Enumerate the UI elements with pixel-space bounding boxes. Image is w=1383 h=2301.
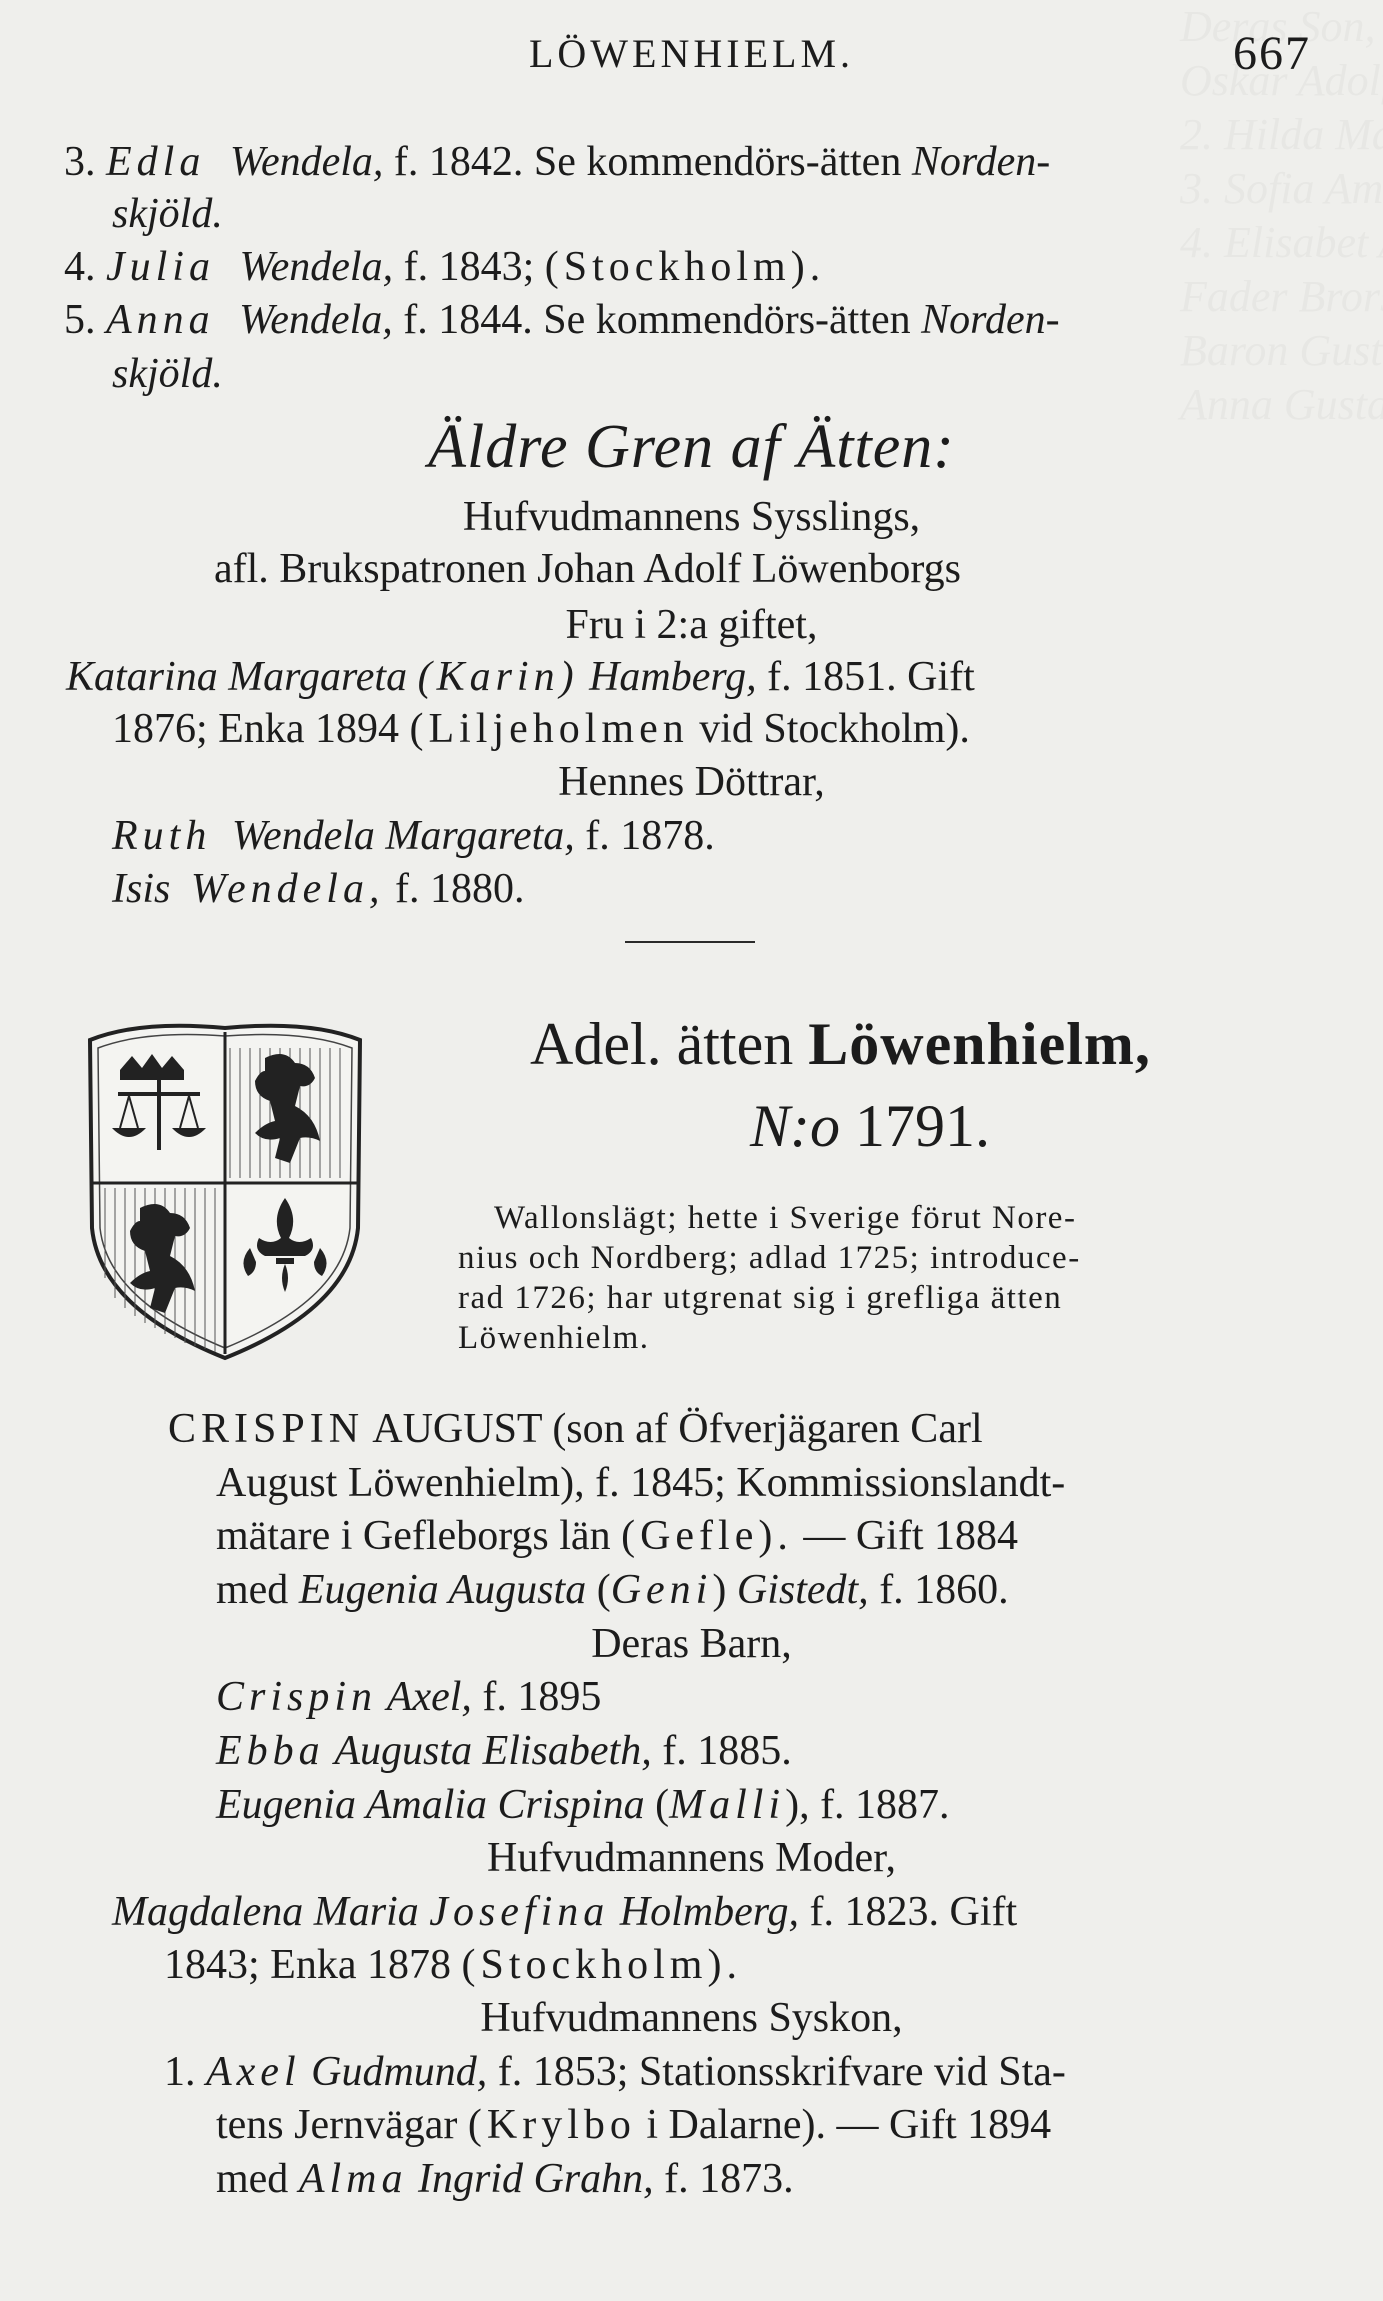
entry-line <box>64 138 1050 186</box>
entry-number: 1. <box>164 2049 206 2095</box>
entry-line <box>216 2155 794 2203</box>
nickname: (Karin) <box>417 654 579 700</box>
section-label: Fru i 2:a giftet, <box>565 602 818 648</box>
given-name: Ebba <box>216 1728 325 1774</box>
entry-line <box>216 2101 1051 2149</box>
entry-text: ) <box>712 1567 737 1613</box>
entry-text: 1843; Enka 1878 <box>164 1942 462 1988</box>
given-name: Augusta Elisabeth, <box>324 1728 652 1774</box>
entry-number: 3. <box>64 139 96 185</box>
section-label: Deras Barn, <box>591 1621 792 1667</box>
entry-line <box>164 2048 1066 2096</box>
entry-line <box>168 1405 983 1453</box>
family-note-line: rad 1726; har utgrenat sig i grefliga ätten <box>458 1280 1063 1316</box>
branch-heading: Äldre Gren af Ätten: <box>428 413 955 481</box>
entry-line <box>66 653 975 701</box>
entry-number: 4. <box>64 244 96 290</box>
family-number <box>750 1092 990 1161</box>
surname: Holmberg, <box>609 1889 800 1935</box>
surname: Hamberg, <box>589 654 757 700</box>
entry-text: f. 1878. <box>574 813 715 859</box>
entry-line <box>112 812 715 860</box>
nickname: Geni <box>610 1567 713 1613</box>
entry-text: f. 1895 <box>471 1674 602 1720</box>
section-label: Hennes Döttrar, <box>558 759 825 805</box>
given-name: Wendela, <box>229 139 384 185</box>
entry-text: AUGUST (son af Öfverjägaren Carl <box>364 1406 983 1452</box>
entry-text: med <box>216 1567 299 1613</box>
entry-text: 1876; Enka 1894 <box>112 706 410 752</box>
reference: Norden- <box>911 139 1051 185</box>
entry-text: tens Jernvägar <box>216 2102 468 2148</box>
entry-line <box>216 1512 1018 1560</box>
given-name: Isis <box>112 866 171 912</box>
nickname: Malli <box>669 1782 786 1828</box>
entry-text: vid Stockholm). <box>688 706 970 752</box>
entry-text: ( <box>644 1782 670 1828</box>
family-note-line: Löwenhielm. <box>458 1320 650 1356</box>
place: (Krylbo <box>467 2102 636 2148</box>
given-name: Wendela, <box>239 244 394 290</box>
entry-text: f. 1880. <box>384 866 525 912</box>
given-name: Wendela, <box>190 866 385 912</box>
entry-line <box>216 1566 1009 1614</box>
given-name: Josefina <box>429 1889 610 1935</box>
given-name: Ruth <box>112 813 212 859</box>
given-name: Wendela Margareta, <box>231 813 575 859</box>
given-name: Gudmund, <box>300 2049 488 2095</box>
given-name: Eugenia Amalia Crispina <box>216 1782 645 1828</box>
given-name: Axel <box>206 2049 301 2095</box>
person-name: Katarina Margareta <box>66 654 408 700</box>
section-label: Hufvudmannens Moder, <box>487 1835 896 1881</box>
entry-text: f. 1860. <box>868 1567 1009 1613</box>
family-note-line: nius och Nordberg; adlad 1725; introduce- <box>458 1240 1081 1276</box>
spouse-name: Ingrid Grahn, <box>407 2156 654 2202</box>
head-name: CRISPIN <box>168 1406 365 1452</box>
entry-text: — Gift 1884 <box>792 1513 1018 1559</box>
entry-text: ( <box>586 1567 611 1613</box>
entry-line <box>64 243 825 291</box>
family-title <box>530 1010 1151 1079</box>
entry-line: skjöld. <box>112 191 223 237</box>
entry-text: f. 1853; Stationsskrifvare vid Sta- <box>487 2049 1066 2095</box>
place: (Liljeholmen <box>409 706 689 752</box>
spouse-name: Alma <box>298 2156 408 2202</box>
entry-text: f. 1851. Gift <box>756 654 975 700</box>
given-name: Julia <box>106 244 215 290</box>
entry-text: i Dalarne). — Gift 1894 <box>635 2102 1052 2148</box>
entry-text: f. 1873. <box>653 2156 794 2202</box>
family-title-prefix: Adel. ätten <box>530 1011 809 1077</box>
section-label: Hufvudmannens Sysslings, <box>462 494 921 540</box>
entry-line <box>216 1673 601 1721</box>
entry-text: f. 1823. Gift <box>799 1889 1018 1935</box>
page-number: 667 <box>1233 27 1311 80</box>
section-divider <box>625 941 755 943</box>
entry-text: ), f. 1887. <box>785 1782 950 1828</box>
entry-line: afl. Brukspatronen Johan Adolf Löwenborgs <box>214 546 961 592</box>
entry-line <box>164 1941 742 1989</box>
entry-line: skjöld. <box>112 351 223 397</box>
entry-number: 5. <box>64 297 96 343</box>
entry-line <box>216 1727 792 1775</box>
entry-line: August Löwenhielm), f. 1845; Kommissionslandt- <box>216 1460 1066 1506</box>
entry-line <box>112 1888 1017 1936</box>
spouse-name: Eugenia Augusta <box>298 1567 587 1613</box>
family-note-line: Wallonslägt; hette i Sverige förut Nore- <box>494 1200 1077 1236</box>
coat-of-arms-icon <box>80 1018 370 1363</box>
reference: Norden- <box>921 297 1060 343</box>
given-name: Wendela, <box>239 297 393 343</box>
entry-text: f. 1844. Se kommendörs-ätten <box>392 297 922 343</box>
given-name: Crispin <box>216 1674 378 1720</box>
entry-line <box>64 296 1060 344</box>
entry-text: med <box>216 2156 299 2202</box>
given-name: Axel, <box>377 1674 472 1720</box>
entry-line <box>112 865 524 913</box>
place: (Stockholm). <box>544 244 826 290</box>
place: (Gefle). <box>621 1513 793 1559</box>
running-head: LÖWENHIELM. <box>528 31 855 76</box>
given-name: Edla <box>106 139 206 185</box>
section-label: Hufvudmannens Syskon, <box>480 1995 903 2041</box>
surname: Gistedt, <box>736 1567 869 1613</box>
number-label: N:o <box>750 1093 840 1159</box>
person-name: Magdalena Maria <box>112 1889 430 1935</box>
family-name: Löwenhielm, <box>808 1011 1151 1077</box>
entry-text: f. 1842. Se kommendörs-ätten <box>383 139 912 185</box>
given-name: Anna <box>106 297 215 343</box>
entry-line <box>216 1781 950 1829</box>
entry-text: mätare i Gefleborgs län <box>216 1513 622 1559</box>
entry-text: f. 1885. <box>651 1728 792 1774</box>
number-value: 1791. <box>840 1093 990 1159</box>
place: (Stockholm). <box>461 1942 742 1988</box>
entry-line <box>112 705 970 753</box>
entry-text: f. 1843; <box>393 244 545 290</box>
